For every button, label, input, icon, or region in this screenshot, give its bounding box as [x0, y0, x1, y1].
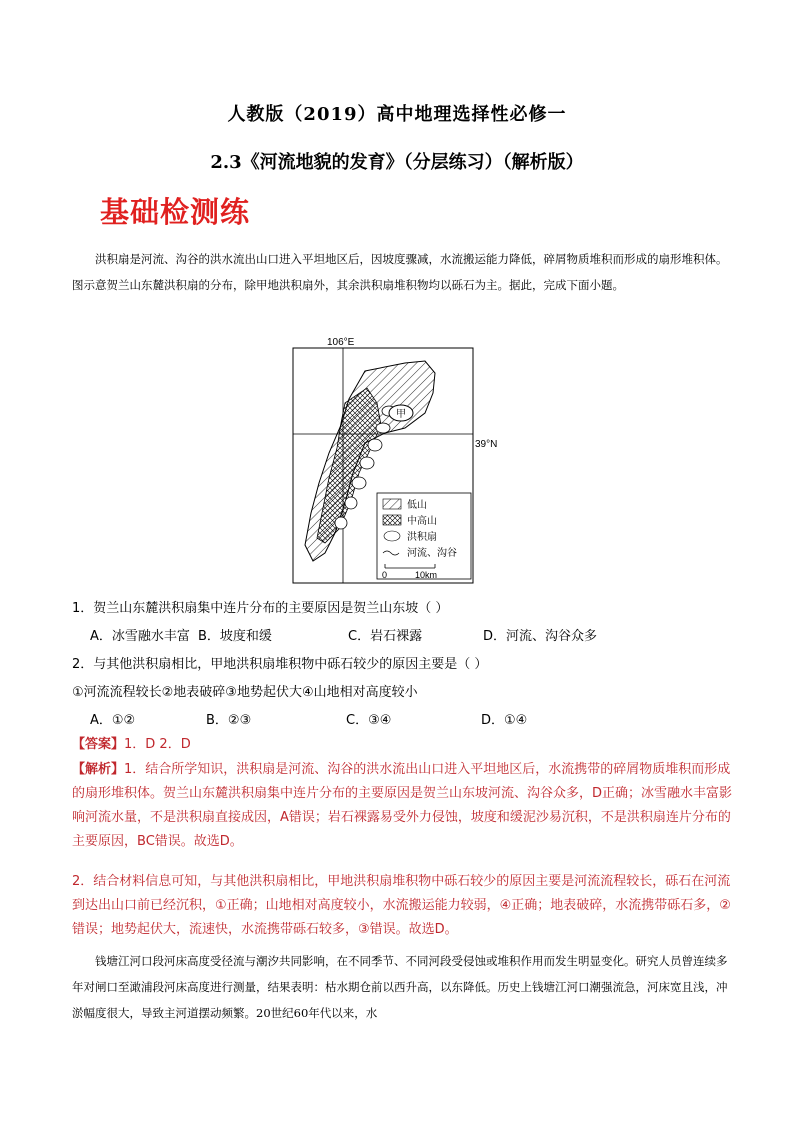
question-2-stem: 2．与其他洪积扇相比，甲地洪积扇堆积物中砾石较少的原因主要是（ ）: [72, 657, 488, 672]
option-c: C．③④: [346, 713, 392, 728]
scale-end: 10km: [415, 570, 438, 580]
document-subtitle: 2.3《河流地貌的发育》（分层练习）（解析版）: [210, 152, 584, 173]
alluvial-fan: [345, 497, 357, 509]
legend-low-mountain: 低山: [407, 500, 427, 511]
document-title: 人教版（2019）高中地理选择性必修一: [227, 104, 567, 125]
option-c: C．岩石裸露: [348, 629, 423, 644]
longitude-label: 106°E: [327, 337, 355, 348]
option-a: A．①②: [90, 713, 136, 728]
question-2-options: [90, 709, 527, 728]
section-heading: 基础检测练: [100, 195, 251, 229]
map-figure: [285, 333, 505, 589]
alluvial-fan: [376, 423, 390, 433]
legend-alluvial-fan: 洪积扇: [407, 532, 437, 543]
option-d: D．河流、沟谷众多: [483, 629, 598, 644]
answer-text: 1．D 2．D: [124, 737, 191, 752]
analysis-label: 【解析】: [72, 762, 125, 777]
alluvial-fan: [368, 439, 382, 451]
option-d: D．①④: [481, 713, 528, 728]
question-1-stem: 1．贺兰山东麓洪积扇集中连片分布的主要原因是贺兰山东坡（ ）: [72, 601, 449, 616]
place-label-jia: 甲: [396, 409, 406, 420]
question-1-options: [90, 625, 597, 644]
legend-river-gully: 河流、沟谷: [407, 548, 457, 559]
alluvial-fan: [352, 477, 366, 489]
option-b: B．②③: [206, 713, 252, 728]
alluvial-fan: [360, 457, 374, 469]
next-passage: 钱塘江河口段河床高度受径流与潮汐共同影响，在不同季节、不同河段受侵蚀或堆积作用而发生明显变化。研究人员曾连续多年对闸口至澉浦段河床高度进行测量，结果表明：枯水期仓前以西升高，以东降低。历史上钱塘江河口潮强流急，河床宽且浅，冲淤幅度很大，导致主河道摆动频繁。20世纪60年代以来，水: [72, 954, 728, 1020]
scale-start: 0: [382, 570, 388, 580]
question-2-statements: ①河流流程较长②地表破碎③地势起伏大④山地相对高度较小: [72, 685, 418, 700]
legend-mid-high-mountain: 中高山: [407, 516, 437, 527]
answer-label: 【答案】: [72, 737, 125, 752]
alluvial-fan: [335, 517, 347, 529]
analysis-paragraph-1: 【解析】1．结合所学知识，洪积扇是河流、沟谷的洪水流出山口进入平坦地区后，水流携带的碎屑物质堆积而形成的扇形堆积体。贺兰山东麓洪积扇集中连片分布的主要原因是贺兰山东坡河流、沟谷众多，D正确；冰雪融水丰富影响河流水量，不是洪积扇直接成因，A错误；岩石裸露易受外力侵蚀，坡度和缓泥沙易沉积，不是洪积扇连片分布的主要原因，BC错误。故选D。: [72, 762, 733, 849]
option-b: B．坡度和缓: [198, 629, 272, 644]
latitude-label: 39°N: [475, 439, 498, 450]
analysis-paragraph-2: 2．结合材料信息可知，与其他洪积扇相比，甲地洪积扇堆积物中砾石较少的原因主要是河流流程较长，砾石在河流到达出山口前已经沉积，①正确；山地相对高度较小，水流搬运能力较弱，④正确；地表破碎，水流携带砾石多，②错误；地势起伏大，流速快，水流携带砾石较多，③错误。故选D。: [72, 874, 731, 937]
option-a: A．冰雪融水丰富: [90, 629, 190, 644]
answer-line: [72, 733, 732, 757]
intro-paragraph: 洪积扇是河流、沟谷的洪水流出山口进入平坦地区后，因坡度骤减，水流搬运能力降低，碎屑物质堆积而形成的扇形堆积体。图示意贺兰山东麓洪积扇的分布，除甲地洪积扇外，其余洪积扇堆积物均以砾石为主。据此，完成下面小题。: [72, 252, 728, 292]
